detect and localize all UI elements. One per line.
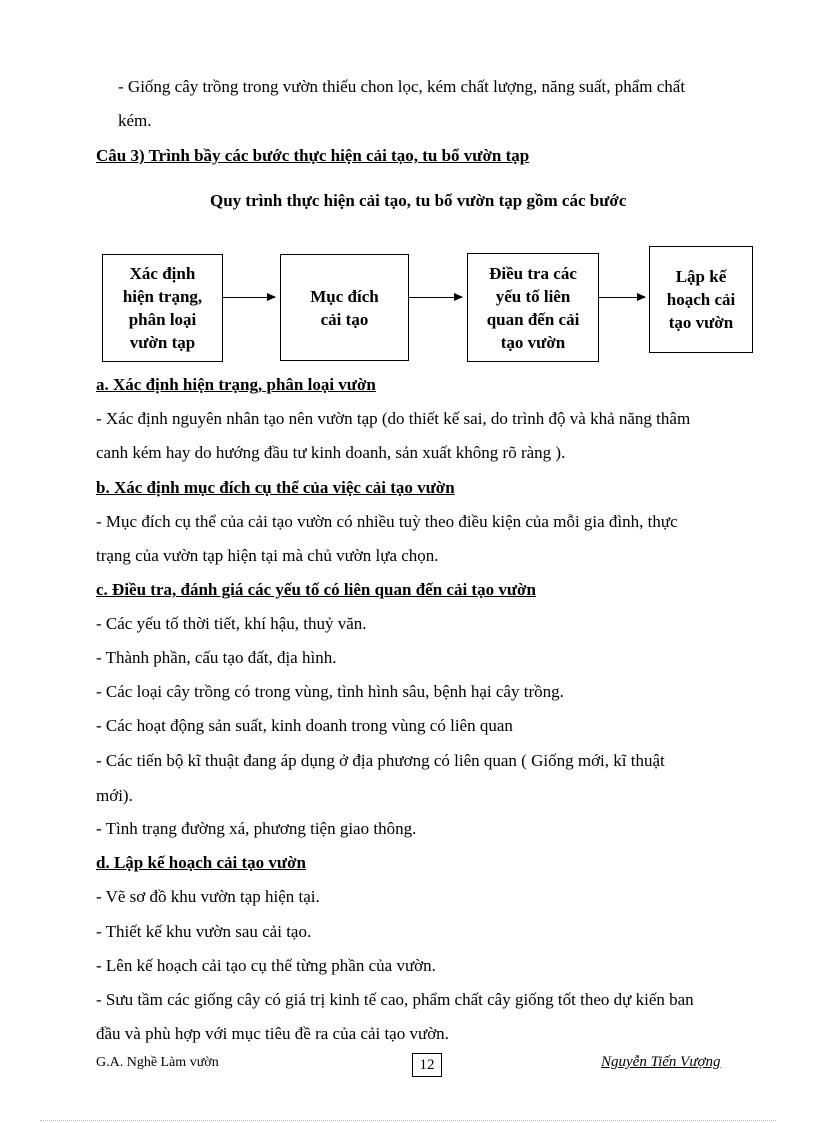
section-d-heading: d. Lập kế hoạch cải tạo vườn [96, 853, 306, 872]
flow-step-4: Lập kế hoạch cải tạo vườn [649, 246, 753, 353]
section-c-heading: c. Điều tra, đánh giá các yếu tố có liên quan đến cải tạo vườn [96, 580, 536, 599]
section-b-line: - Mục đích cụ thể của cải tạo vườn có nhiều tuỳ theo điều kiện của mỗi gia đình, thực [96, 512, 678, 531]
flow-step-2: Mục đích cải tạo [280, 254, 409, 361]
section-c-line: mới). [96, 786, 133, 805]
flowchart-title: Quy trình thực hiện cải tạo, tu bổ vườn tạp gồm các bước [210, 191, 627, 210]
section-b-line: trạng của vườn tạp hiện tại mà chủ vườn lựa chọn. [96, 546, 439, 565]
flow-step-1: Xác định hiện trạng, phân loại vườn tạp [102, 254, 223, 362]
flow-arrow-2 [409, 297, 462, 298]
section-c-line: - Các loại cây trồng có trong vùng, tình hình sâu, bệnh hại cây trồng. [96, 682, 564, 701]
section-a-line: canh kém hay do hướng đầu tư kinh doanh, sản xuất không rõ ràng ). [96, 443, 566, 462]
page-number: 12 [412, 1053, 442, 1077]
section-c-line: - Thành phần, cấu tạo đất, địa hình. [96, 648, 337, 667]
flow-arrow-1 [223, 297, 275, 298]
section-c-line: - Các tiến bộ kĩ thuật đang áp dụng ở địa phương có liên quan ( Giống mới, kĩ thuật [96, 751, 665, 770]
section-c-line: - Các yếu tố thời tiết, khí hậu, thuỷ văn. [96, 614, 367, 633]
section-d-line: - Lên kế hoạch cải tạo cụ thể từng phần của vườn. [96, 956, 436, 975]
footer-left-text: G.A. Nghề Làm vườn [96, 1055, 219, 1070]
question3-heading: Câu 3) Trình bầy các bước thực hiện cải tạo, tu bổ vườn tạp [96, 146, 530, 165]
section-c-line: - Tình trạng đường xá, phương tiện giao thông. [96, 819, 417, 838]
section-a-line: - Xác định nguyên nhân tạo nên vườn tạp (do thiết kế sai, do trình độ và khả năng thâm [96, 409, 691, 428]
section-a-heading: a. Xác định hiện trạng, phân loại vườn [96, 375, 376, 394]
flow-step-3: Điều tra các yếu tố liên quan đến cải tạo vườn [467, 253, 599, 362]
footer-author: Nguyễn Tiến Vượng [601, 1054, 721, 1070]
page-bottom-divider [40, 1120, 776, 1121]
section-c-line: - Các hoạt động sản suất, kinh doanh trong vùng có liên quan [96, 716, 513, 735]
section-d-line: - Vẽ sơ đồ khu vườn tạp hiện tại. [96, 887, 320, 906]
section-b-heading: b. Xác định mục đích cụ thể của việc cải tạo vườn [96, 478, 455, 497]
intro-line-1: - Giống cây trồng trong vườn thiếu chon lọc, kém chất lượng, năng suất, phẩm chất [118, 77, 686, 96]
section-d-line: đầu và phù hợp với mục tiêu đề ra của cải tạo vườn. [96, 1024, 449, 1043]
flow-arrow-3 [599, 297, 645, 298]
intro-line-2: kém. [118, 111, 152, 130]
section-d-line: - Sưu tầm các giống cây có giá trị kinh tế cao, phẩm chất cây giống tốt theo dự kiến ban [96, 990, 694, 1009]
section-d-line: - Thiết kế khu vườn sau cải tạo. [96, 922, 312, 941]
